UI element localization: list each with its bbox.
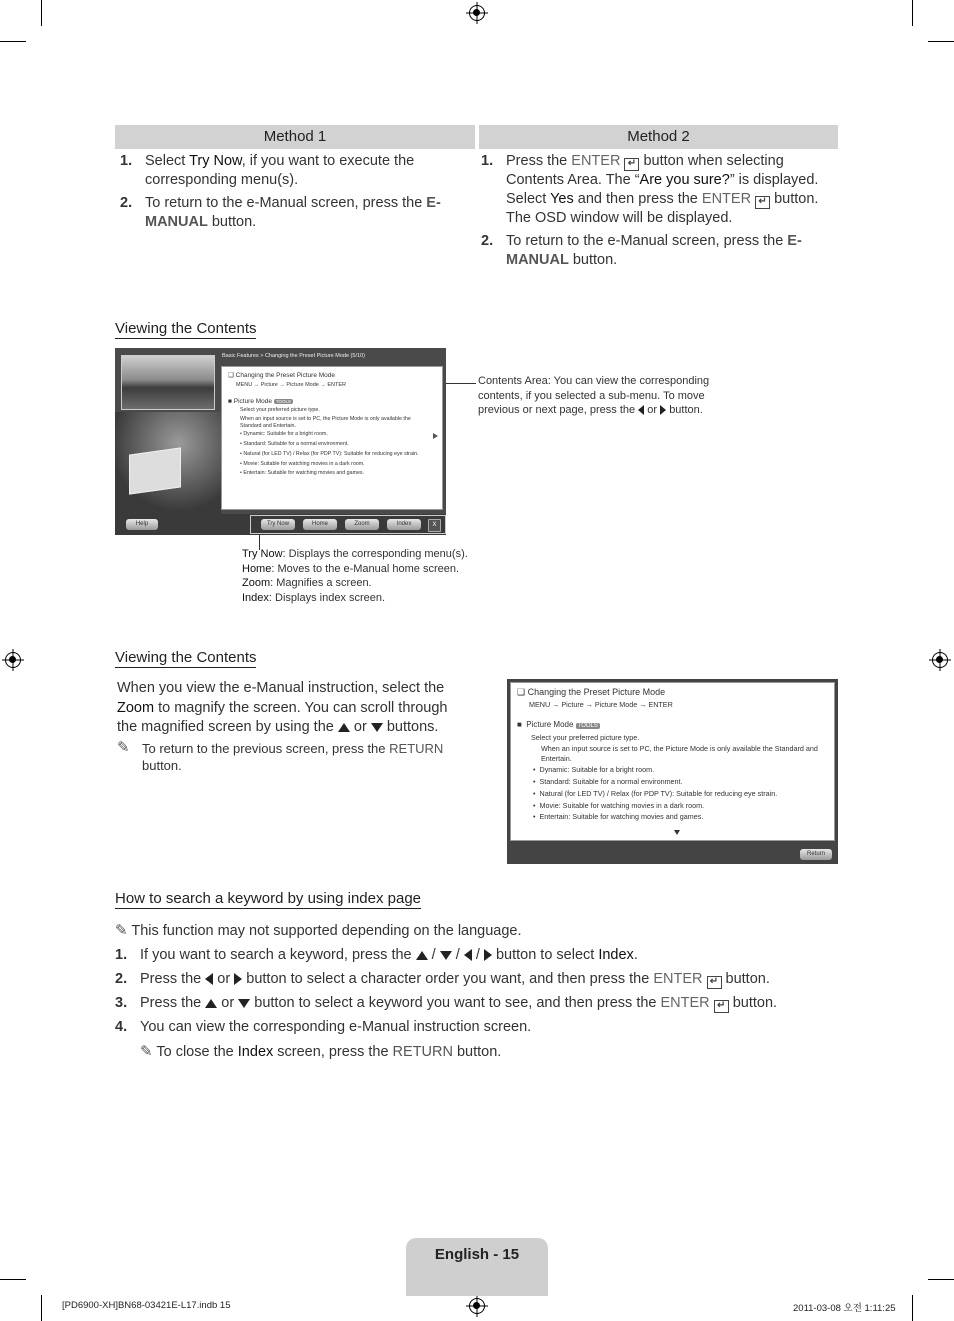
index-button[interactable]: Index — [387, 519, 421, 530]
method2-steps — [476, 152, 836, 274]
footer-timestamp: 2011-03-08 오전 1:11:25 — [793, 1303, 896, 1314]
crop-mark — [0, 41, 26, 42]
method2-step: 1. Press the ENTER ↵ button when selecting Contents Area. The “Are you sure?” is displayed. Select Yes and then press the ENTER ↵ button. The OSD window will be displayed. — [481, 153, 819, 226]
legend-item: Index: Displays index screen. — [242, 591, 386, 604]
right-arrow-icon — [484, 949, 492, 961]
zoomed-contents-area[interactable] — [510, 682, 835, 841]
emanual-screenshot — [115, 348, 446, 535]
return-note: ✎ To return to the previous screen, press the RETURN button. — [117, 739, 444, 773]
crop-mark — [928, 41, 954, 42]
method1-steps — [115, 152, 465, 236]
enter-icon: ↵ — [707, 976, 722, 989]
legend-item: Try Now: Displays the corresponding menu(s). — [242, 548, 468, 560]
method1-step: 1. Select Try Now, if you want to execute the corresponding menu(s). — [120, 153, 415, 188]
crop-mark — [41, 1295, 42, 1321]
index-step: 3. Press the or button to select a keyword you want to see, and then press the ENTER ↵ button. — [115, 995, 778, 1011]
zoomed-panel-text: ❑ Changing the Preset Picture Mode MENU → Picture → Picture Mode → ENTER ■ Picture Mode TOOLS Select your preferred picture type. When an input source is set to PC, the Picture Mode is only available the Standard and Entertain. • Dynamic: Suitable for a bright room. • Standard: Suitable for a normal environment. • Natural (for LED TV) / Relax (for PDP TV): Suitable for reducing eye strain. • Movie: Suitable for watching movies in a dark room. • Entertain: Suitable for watching movies and games. — [517, 687, 818, 822]
zoom-instructions: When you view the e-Manual instruction, select the Zoom to magnify the screen. You can scroll through the magnified screen by using the or buttons. — [117, 680, 448, 735]
down-arrow-icon — [440, 951, 452, 960]
checkbox-icon: ❑ — [228, 372, 234, 379]
zoom-button[interactable]: Zoom — [345, 519, 379, 530]
crop-mark — [912, 0, 913, 26]
page-number-tab — [406, 1238, 548, 1296]
down-arrow-icon — [238, 999, 250, 1008]
left-arrow-icon — [638, 405, 644, 415]
up-arrow-icon — [416, 951, 428, 960]
index-steps — [115, 943, 835, 1039]
zoomed-screenshot — [507, 679, 838, 864]
registration-mark-icon — [469, 5, 485, 21]
section-title-index-search: How to search a keyword by using index page — [115, 890, 422, 907]
tv-illustration — [129, 447, 181, 494]
registration-mark-icon — [932, 652, 948, 668]
callout-line — [446, 383, 476, 384]
method2-header: Method 2 — [479, 125, 838, 149]
pencil-note-icon: ✎ — [117, 739, 130, 756]
next-page-arrow-icon[interactable] — [433, 433, 438, 439]
pencil-note-icon: ✎ — [140, 1043, 153, 1060]
scroll-down-arrow-icon[interactable] — [674, 830, 680, 835]
section-title-viewing-contents: Viewing the Contents — [115, 320, 257, 337]
down-arrow-icon — [371, 723, 383, 732]
enter-icon: ↵ — [624, 158, 639, 171]
crop-mark — [912, 1295, 913, 1321]
method2-step: 2. To return to the e-Manual screen, press the E-MANUAL button. — [481, 233, 802, 268]
panel-text: ❑ Changing the Preset Picture Mode MENU → Picture → Picture Mode → ENTER ■ Picture Mode TOOLS Select your preferred picture type. When an input source is set to PC, the Picture Mode is only available the Standard and Entertain. • Dynamic: Suitable for a bright room. • Standard: Suitable for a normal environment. • Natural (for LED TV) / Relax (for PDP TV): Suitable for reducing eye strain. • Movie: Suitable for watching movies in a dark room. • Entertain: Suitable for watching movies and games. — [228, 372, 419, 477]
legend-item: Home: Moves to the e-Manual home screen. — [242, 562, 460, 575]
contents-area-description: Contents Area: You can view the corresponding contents, if you selected a sub-menu. To move previous or next page, press the or button. — [478, 375, 710, 417]
help-button[interactable]: Help — [126, 519, 158, 530]
try-now-button[interactable]: Try Now — [261, 519, 295, 530]
pencil-note-icon: ✎ — [115, 922, 128, 939]
breadcrumb: Basic Features > Changing the Preset Picture Mode (5/10) — [222, 353, 365, 359]
return-button[interactable]: Return — [800, 849, 832, 860]
checkbox-icon: ❑ — [517, 687, 526, 697]
crop-mark — [41, 0, 42, 26]
enter-icon: ↵ — [755, 196, 770, 209]
left-arrow-icon — [464, 949, 472, 961]
legend-item: Zoom: Magnifies a screen. — [242, 577, 372, 590]
right-arrow-icon — [660, 405, 666, 415]
thumbnail-image — [121, 355, 215, 410]
contents-area[interactable] — [221, 366, 443, 510]
registration-mark-icon — [469, 1298, 485, 1314]
crop-mark — [928, 1279, 954, 1280]
page-number: English - 15 — [434, 1246, 520, 1263]
crop-mark — [0, 1279, 26, 1280]
index-step: 1. If you want to search a keyword, press the / / / button to select Index. — [115, 947, 638, 963]
up-arrow-icon — [205, 999, 217, 1008]
close-index-note: ✎ To close the Index screen, press the RETURN button. — [140, 1043, 502, 1060]
method1-header: Method 1 — [115, 125, 475, 149]
home-button[interactable]: Home — [303, 519, 337, 530]
language-note: ✎ This function may not supported depending on the language. — [115, 922, 522, 939]
button-legend — [242, 547, 482, 605]
footer-file-info: [PD6900-XH]BN68-03421E-L17.indb 15 — [62, 1300, 231, 1311]
method1-step: 2. To return to the e-Manual screen, press the E-MANUAL button. — [120, 195, 441, 230]
close-button[interactable]: X — [428, 519, 441, 532]
up-arrow-icon — [338, 723, 350, 732]
registration-mark-icon — [5, 652, 21, 668]
enter-icon: ↵ — [714, 1000, 729, 1013]
section-title-viewing-contents-2: Viewing the Contents — [115, 649, 257, 666]
index-step: 4. You can view the corresponding e-Manual instruction screen. — [115, 1019, 532, 1035]
index-step: 2. Press the or button to select a character order you want, and then press the ENTER ↵ button. — [115, 971, 770, 987]
